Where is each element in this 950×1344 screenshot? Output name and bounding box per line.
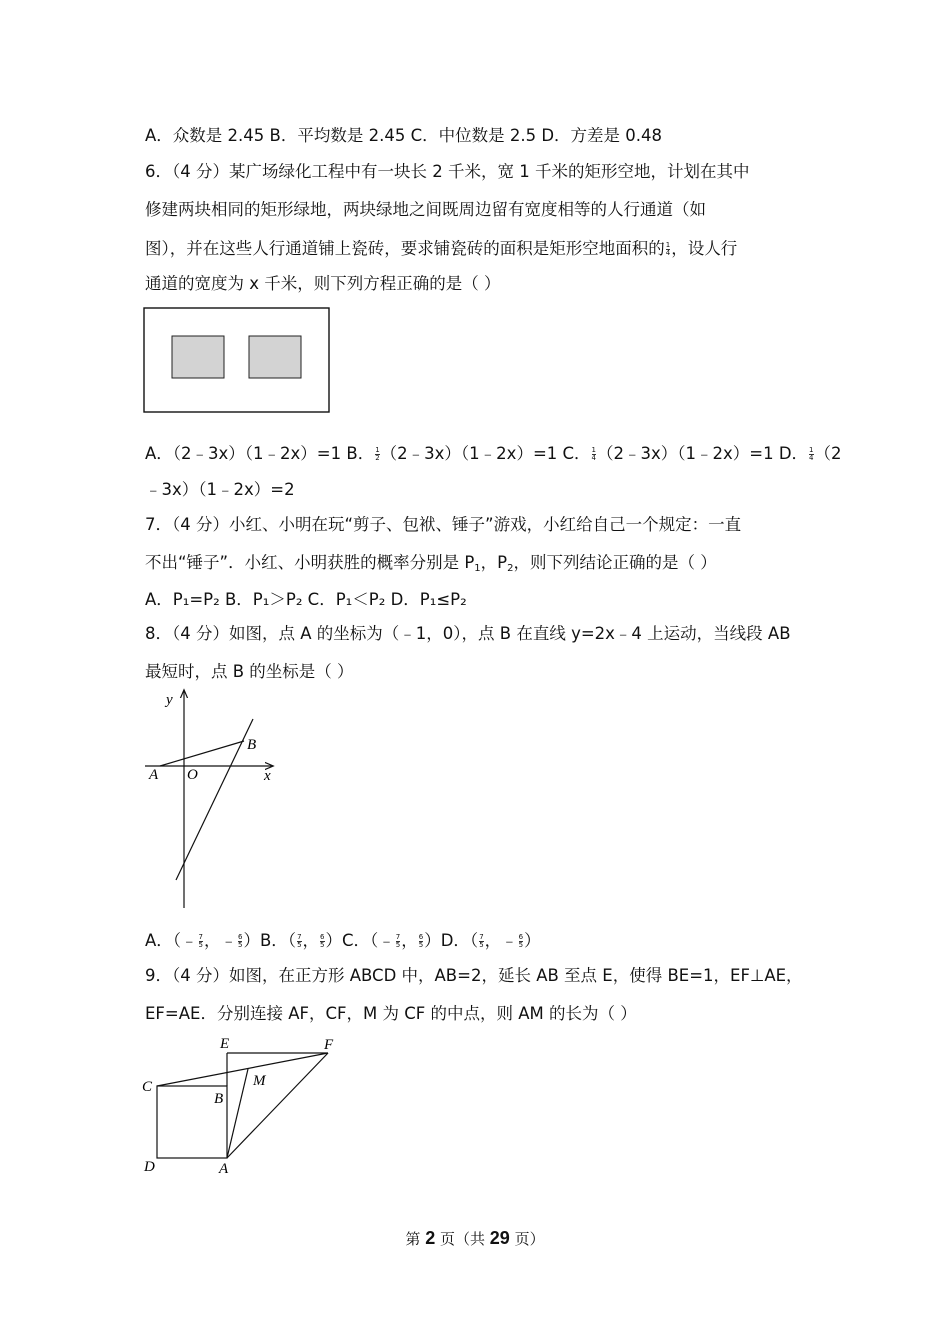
q8-optA-pre: A．（﹣ [145,931,198,950]
q8-line-y-2x-4 [176,719,253,880]
q6-optA: A．（2﹣3x）（1﹣2x）=1 B． [145,444,375,463]
q6-fracB-num: 1 [375,446,380,454]
q8-fB2-den: 5 [320,941,325,949]
q8-label-A: A [149,767,159,783]
footer-page-number: 2 [425,1228,436,1248]
q6-fracD-num: 1 [809,446,814,454]
q8-fA1-num: 7 [198,933,204,941]
q9-label-F: F [324,1037,334,1053]
q8-optA-post: ）B．（ [243,931,297,950]
q6-green-plot-right [249,336,301,378]
q6-figure [143,307,331,414]
q7-sub1: 1 [474,563,481,574]
q8-optC-post: ）D．（ [424,931,479,950]
q8-options [145,930,541,952]
q6-fracC-den: 4 [591,454,596,462]
q8-fB2-num: 6 [320,933,325,941]
q8-fD2-num: 6 [518,933,524,941]
q8-fD1-num: 7 [479,933,484,941]
q8-fC2 [419,934,423,949]
q6-fracD-den: 4 [809,454,814,462]
q8-fB1 [297,934,301,949]
q8-optB-post: ）C．（﹣ [325,931,395,950]
q6-optC: （2﹣3x）（1﹣2x）=1 D． [597,444,809,463]
q8-segment-AB [160,741,244,766]
q9-stem-line2: EF=AE．分别连接 AF，CF，M 为 CF 的中点，则 AM 的长为（ ） [145,1004,637,1023]
q8-optA-mid: ，﹣ [204,931,238,950]
q6-options-line1 [145,443,842,465]
q8-fC2-den: 5 [418,941,424,949]
q9-label-C: C [142,1079,153,1095]
q7-stem-line2-b: ，P [480,553,508,572]
page-footer [0,1228,950,1249]
q9-label-B: B [214,1091,224,1107]
q8-label-O: O [187,767,198,783]
q6-stem-line3-b: ，设人行 [671,239,738,258]
q7-stem-line2 [145,552,717,580]
q8-fC2-num: 6 [418,933,424,941]
q8-fA2-den: 5 [238,941,243,949]
q8-fA2 [238,934,242,949]
q7-stem-line1: 7．（4 分）小红、小明在玩“剪子、包袱、锤子”游戏，小红给自己一个规定：一直 [145,515,742,534]
footer-post: 页） [509,1230,545,1248]
q6-stem-line2: 修建两块相同的矩形绿地，两块绿地之间既周边留有宽度相等的人行通道（如 [145,200,706,219]
q7-stem-line2-c: ，则下列结论正确的是（ ） [513,553,717,572]
q6-fraction-den: 4 [665,249,671,257]
q7-options: A．P₁=P₂ B．P₁＞P₂ C．P₁＜P₂ D．P₁≤P₂ [145,590,467,609]
q6-green-plot-left [172,336,224,378]
q8-fA1 [199,934,203,949]
q9-segment-AF [227,1053,328,1158]
q8-fA2-num: 6 [238,933,243,941]
q8-optB-mid: ， [302,931,320,950]
q8-fC1-den: 5 [395,941,401,949]
q8-optC-mid: ， [401,931,418,950]
q8-fB2 [320,934,324,949]
q8-optD-post: ） [524,931,541,950]
q9-label-D: D [144,1159,155,1175]
q6-fracB [375,447,379,462]
q9-segment-AM [227,1069,248,1158]
q8-fA1-den: 5 [198,941,204,949]
q8-fD2-den: 5 [518,941,524,949]
q7-stem-line2-a: 不出“锤子”．小红、小明获胜的概率分别是 P [145,553,475,572]
q6-optB: （2﹣3x）（1﹣2x）=1 C． [380,444,591,463]
q8-fD1-den: 5 [479,941,484,949]
q6-fracC-num: 1 [591,446,596,454]
q6-fracC [592,447,596,462]
q6-stem-line1: 6．（4 分）某广场绿化工程中有一块长 2 千米，宽 1 千米的矩形空地，计划在其中 [145,162,750,181]
q8-figure [140,686,290,911]
q8-fB1-num: 7 [297,933,302,941]
q8-stem-line1: 8．（4 分）如图，点 A 的坐标为（﹣1，0），点 B 在直线 y=2x﹣4 上运动，当线段 AB [145,624,791,643]
q8-fB1-den: 5 [297,941,302,949]
q9-label-E: E [220,1036,230,1052]
q8-label-B: B [247,737,257,753]
q8-fD1 [479,934,483,949]
q6-optD-a: （2 [814,444,842,463]
q9-figure [140,1033,350,1178]
q8-stem-line2: 最短时，点 B 的坐标是（ ） [145,662,354,681]
q8-fC1 [396,934,400,949]
q6-options-line2: ﹣3x）（1﹣2x）=2 [145,480,295,499]
q6-fraction [666,242,670,257]
q8-fC1-num: 7 [395,933,401,941]
q6-stem-line3-a: 图），并在这些人行通道铺上瓷砖，要求铺瓷砖的面积是矩形空地面积的 [145,239,665,258]
footer-mid: 页（共 [435,1230,490,1248]
footer-pre: 第 [405,1230,426,1248]
footer-total-pages: 29 [489,1228,510,1248]
q6-fracB-den: 2 [375,454,380,462]
q9-stem-line1: 9．（4 分）如图，在正方形 ABCD 中，AB=2，延长 AB 至点 E，使得 BE=1，EF⊥AE， [145,966,803,985]
q7-sub2: 2 [507,563,514,574]
q8-fD2 [519,934,523,949]
q6-fraction-num: 1 [665,241,671,249]
q6-fracD [809,447,813,462]
q6-stem-line4: 通道的宽度为 x 千米，则下列方程正确的是（ ） [145,274,501,293]
q8-label-x: x [264,768,271,784]
q9-label-M: M [253,1073,266,1089]
q5-options: A．众数是 2.45 B．平均数是 2.45 C．中位数是 2.5 D．方差是 0.48 [145,126,663,145]
q8-label-y: y [166,692,173,708]
q9-label-A: A [219,1161,229,1177]
q8-optD-mid: ，﹣ [484,931,518,950]
q6-stem-line3 [145,238,737,260]
q9-segment-CF [157,1053,328,1086]
